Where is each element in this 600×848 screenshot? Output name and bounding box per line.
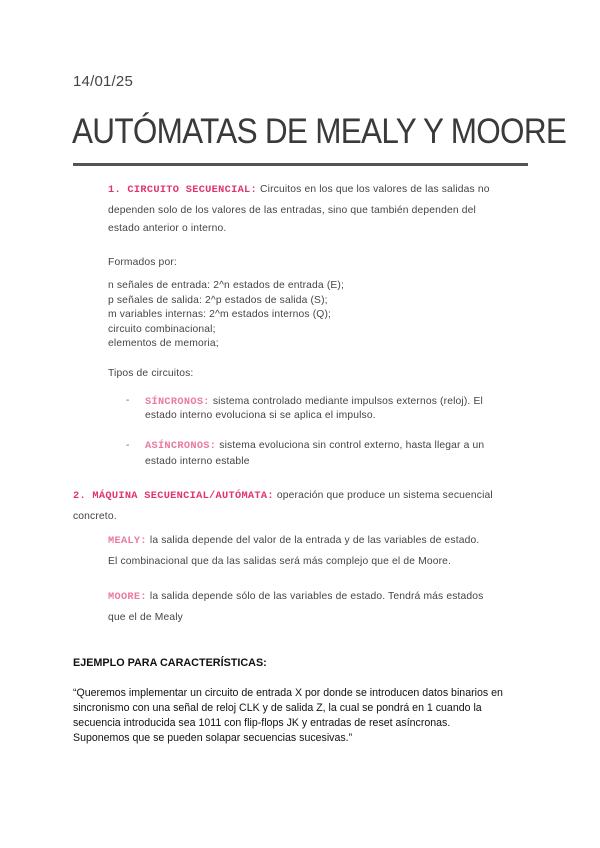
moore-text-1: la salida depende sólo de las variables de estado. Tendrá más estados [149, 591, 484, 602]
formados-item: m variables internas: 2^m estados internos (Q); [108, 309, 332, 320]
page-title: AUTÓMATAS DE MEALY Y MOORE [72, 112, 567, 151]
asincronos-text-2: estado interno estable [145, 456, 250, 467]
example-line: Suponemos que se pueden solapar secuencias sucesivas.” [73, 732, 353, 744]
moore-line1 [108, 587, 483, 607]
mealy-line1 [108, 531, 479, 551]
section2-heading: 2. MÁQUINA SECUENCIAL/AUTÓMATA: [73, 490, 274, 502]
section2-text-2: concreto. [73, 511, 117, 522]
formados-item: n señales de entrada: 2^n estados de entrada (E); [108, 280, 345, 291]
moore-text-2: que el de Mealy [108, 612, 183, 623]
formados-item: circuito combinacional; [108, 323, 216, 335]
asincronos-label: ASÍNCRONOS: [145, 440, 217, 452]
example-line: “Queremos implementar un circuito de entrada X por donde se introducen datos binarios en [73, 687, 503, 699]
bullet-marker: - [126, 395, 130, 406]
formados-label: Formados por: [108, 257, 177, 268]
section2-line1 [73, 486, 493, 506]
asincronos-text-1: sistema evoluciona sin control externo, hasta llegar a un [219, 440, 485, 451]
bullet-marker: - [126, 440, 130, 451]
date: 14/01/25 [73, 73, 133, 90]
sincronos-label: SÍNCRONOS: [145, 396, 210, 408]
example-heading: EJEMPLO PARA CARACTERÍSTICAS: [73, 657, 267, 669]
mealy-text-1: la salida depende del valor de la entrada y de las variables de estado. [149, 535, 480, 546]
example-line: sincronismo con una señal de reloj CLK y de salida Z, la cual se pondrá en 1 cuando la [73, 702, 482, 714]
example-line: secuencia introducida sea 1011 con flip-flops JK y entradas de reset asíncronas. [73, 717, 451, 729]
section1-heading: 1. CIRCUITO SECUENCIAL: [108, 184, 258, 196]
formados-list [108, 279, 344, 352]
tipos-label: Tipos de circuitos: [108, 368, 194, 379]
section1-text-2: dependen solo de los valores de las entradas, sino que también dependen del [108, 205, 476, 216]
section2-text-1: operación que produce un sistema secuencial [276, 490, 493, 501]
section1-text-1: Circuitos en los que los valores de las salidas no [260, 184, 490, 195]
title-divider [73, 163, 528, 166]
mealy-label: MEALY: [108, 535, 147, 547]
section1-line1 [108, 180, 490, 200]
example-quote [73, 686, 503, 746]
sincronos-text-2: estado interno evoluciona si se aplica el impulso. [145, 410, 376, 421]
formados-item: p señales de salida: 2^p estados de salida (S); [108, 294, 328, 306]
formados-item: elementos de memoria; [108, 338, 219, 349]
section1-text-3: estado anterior o interno. [108, 223, 227, 234]
sincronos-text-1: sistema controlado mediante impulsos externos (reloj). El [212, 396, 483, 407]
mealy-text-2: El combinacional que da las salidas será más complejo que el de Moore. [108, 556, 452, 567]
moore-label: MOORE: [108, 591, 147, 603]
